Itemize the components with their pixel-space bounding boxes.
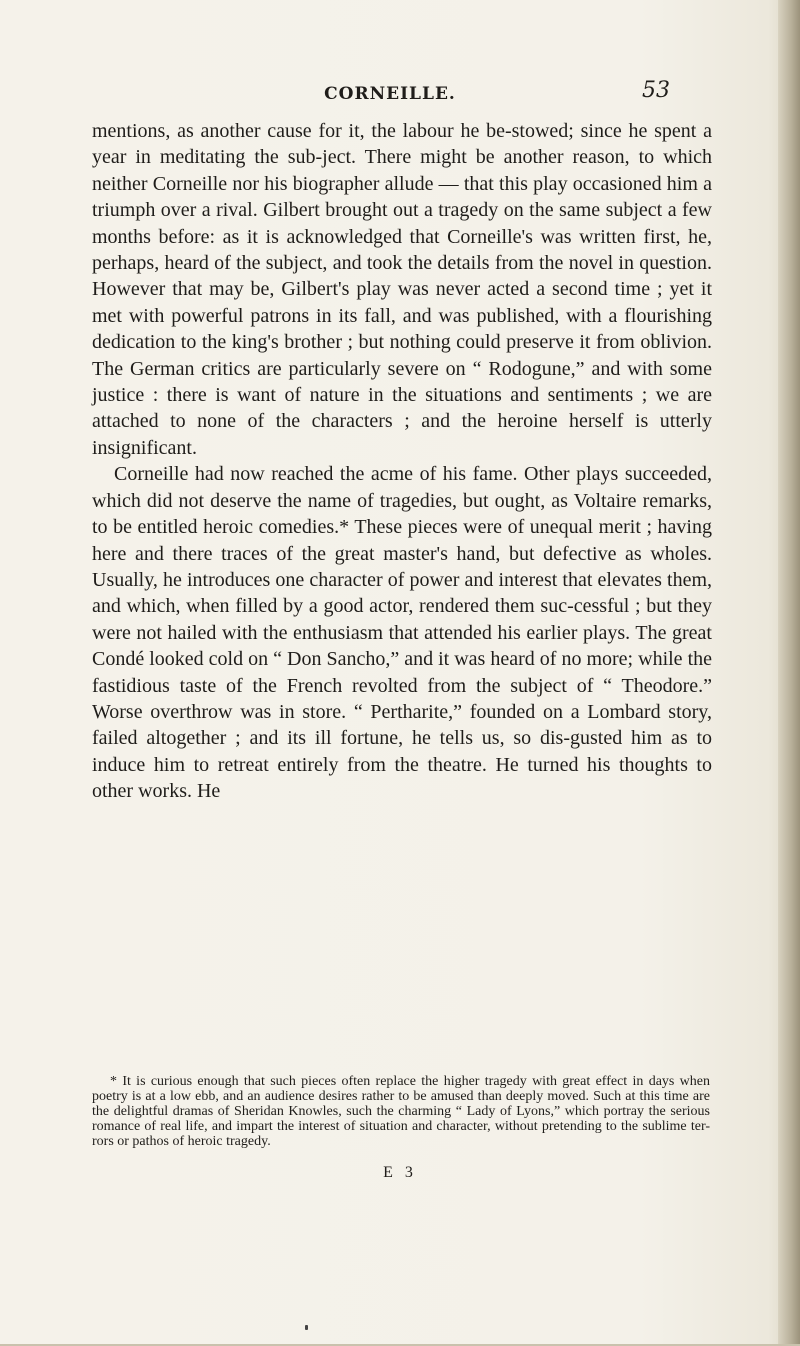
page-header <box>110 78 670 108</box>
body-text <box>92 118 712 805</box>
footnote: * It is curious enough that such pieces often replace the higher tragedy with great effect in days when poetry is at a low ebb, and an audience desires rather to be amused than deeply moved. Such at this time are the delightful dramas of Sheridan Knowles, such the charming “ Lady of Lyons,” which portray the serious romance of real life, and impart the interest of situation and character, without pretending to the sublime ter-rors or pathos of heroic tragedy. <box>92 1074 710 1149</box>
signature-mark: E 3 <box>383 1164 417 1181</box>
paragraph-1: mentions, as another cause for it, the labour he be-stowed; since he spent a year in meditating the sub-ject. There might be another reason, to which neither Corneille nor his biographer allude — that this play occasioned him a triumph over a rival. Gilbert brought out a tragedy on the same subject a few months before: as it is acknowledged that Corneille's was written first, he, perhaps, heard of the subject, and took the details from the novel in question. However that may be, Gilbert's play was never acted a second time ; yet it met with powerful patrons in its fall, and was published, with a flourishing dedication to the king's brother ; but nothing could preserve it from oblivion. The German critics are particularly severe on “ Rodogune,” and with some justice : there is want of nature in the situations and sentiments ; we are attached to none of the characters ; and the heroine herself is utterly insignificant. <box>92 120 712 459</box>
running-head: CORNEILLE. <box>324 84 456 104</box>
ink-speck <box>305 1325 308 1330</box>
page-number: 53 <box>642 78 670 103</box>
paragraph-2: Corneille had now reached the acme of his fame. Other plays succeeded, which did not deserve the name of tragedies, but ought, as Voltaire remarks, to be entitled heroic comedies.* These pieces were of unequal merit ; having here and there traces of the great master's hand, but defective as wholes. Usually, he introduces one character of power and interest that elevates them, and which, when filled by a good actor, rendered them suc-cessful ; but they were not hailed with the enthusiasm that attended his earlier plays. The great Condé looked cold on “ Don Sancho,” and it was heard of no more; while the fastidious taste of the French revolted from the subject of “ Theodore.” Worse overthrow was in store. “ Pertharite,” founded on a Lombard story, failed altogether ; and its ill fortune, he tells us, so dis-gusted him as to induce him to retreat entirely from the theatre. He turned his thoughts to other works. He <box>92 463 712 803</box>
page-edge-shadow <box>778 0 800 1346</box>
